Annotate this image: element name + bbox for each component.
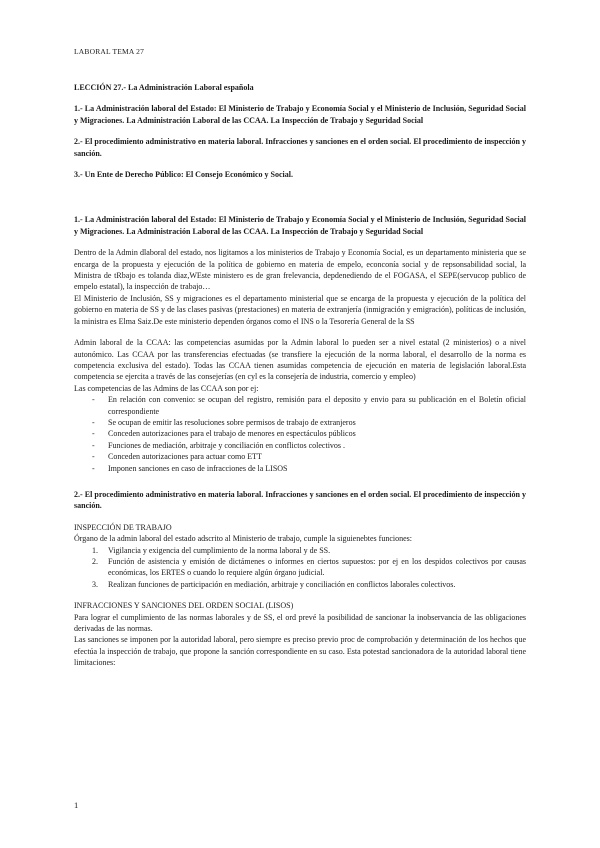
lesson-title: LECCIÓN 27.- La Administración Laboral española	[74, 83, 254, 92]
running-header: LABORAL TEMA 27	[74, 47, 145, 56]
funciones-list	[74, 545, 526, 591]
section1-paragraph-3: Admin laboral de la CCAA: las competencias asumidas por la Admin laboral lo pueden ser a nivel estatal (2 ministerios) o a nivel autonómico. Las CCAA por las transferencias efectuadas (se transfiere la ejecución de la norma laboral, el desarrollo de la norma es competencia exclusiva del estado). Todas las CCAA tienen asumidas competencia de ejecución en materia de legislación laboral.Esta competencia se ejercita a través de las consejerías (en cyl es la consejería de industria, comercio y empleo)	[74, 338, 526, 382]
section1-paragraph-2: El Ministerio de Inclusión, SS y migraciones es el departamento ministerial que se encarga de la propuesta y ejecución de la política del gobierno en materia de SS y de las clases pasivas (prestaciones) en materia de extranjería (inmigración y emigración), políticas de inclusión, la ministra es Elma Saiz.De este ministerio dependen órganos como el INS o la Tesorería General de la SS	[74, 293, 526, 326]
list-item: 1. Vigilancia y exigencia del cumplimiento de la norma laboral y de SS.	[92, 545, 331, 555]
list-item: - Se ocupan de emitir las resoluciones sobre permisos de trabajo de extranjeros	[92, 417, 526, 428]
lisos-paragraph-2: Las sanciones se imponen por la autoridad laboral, pero siempre es preciso previo proc de comprobación y determinación de los hechos que efectúa la inspección de trabajo, que propone la sanción correspondiente en su caso. Esta potestad sancionadora de la autoridad laboral tiene limitaciones:	[74, 635, 526, 668]
list-item: - Funciones de mediación, arbitraje y conciliación en conflictos colectivos .	[92, 440, 526, 451]
section1-paragraph-1: Dentro de la Admin dlaboral del estado, nos ligitamos a los ministerios de Trabajo y Economía Social, es un departamento ministeria que se encarga de la propuesta y ejecución de la política de gobierno en materia de empelo, econconía social y de repsonsabilidad social, la Ministra de tRbajo es tolanda diaz,WEste ministero es de gran frelevancia, depdenediendo de el FOGASA, el SEPE(servucop publico de empelo estatal), la inspección de trabajo…	[74, 248, 526, 292]
list-item: - Conceden autorizaciones para el trabajo de menores en espectáculos públicos	[92, 428, 526, 439]
list-item: 2. Función de asistencia y emisión de dictámenes o informes en ciertos supuestos: por ej en los despidos colectivos por causas económicas, los ERTES o cuando lo requiere algún órgano judicial.	[92, 557, 526, 578]
page-number: 1	[74, 800, 79, 810]
index-item-2: 2.- El procedimiento administrativo en materia laboral. Infracciones y sanciones en el orden social. El procedimiento de inspección y sanción.	[74, 137, 526, 158]
inspeccion-intro: Órgano de la admin laboral del estado adscrito al Ministerio de trabajo, cumple la siguienebtes funciones:	[74, 534, 412, 544]
list-item: 3. Realizan funciones de participación en mediación, arbitraje y conciliación en conflictos laborales colectivos.	[92, 579, 456, 589]
list-item: - En relación con convenio: se ocupan del registro, remisión para el deposito y envio para su publicación en el Boletín oficial correspondiente	[92, 394, 526, 417]
subheading-inspeccion: INSPECCIÓN DE TRABAJO	[74, 522, 172, 532]
lisos-paragraph-1: Para lograr el cumplimiento de las normas laborales y de SS, el ord prevé la posibilidad de sancionar la inobservancia de las obligaciones derivadas de las normas.	[74, 612, 526, 634]
section1-heading: 1.- La Administración laboral del Estado: El Ministerio de Trabajo y Economía Social y el Ministerio de Inclusión, Seguridad Social y Migraciones. La Administración Laboral de las CCAA. La Inspección de Trabajo y Seguridad Social	[74, 215, 526, 236]
subheading-lisos: INFRACCIONES Y SANCIONES DEL ORDEN SOCIAL (LISOS)	[74, 601, 294, 611]
list-item: - Conceden autorizaciones para actuar como ETT	[92, 451, 526, 462]
competencias-list	[74, 394, 526, 474]
index-item-1: 1.- La Administración laboral del Estado: El Ministerio de Trabajo y Economía Social y el Ministerio de Inclusión, Seguridad Social y Migraciones. La Administración Laboral de las CCAA. La Inspección de Trabajo y Seguridad Social	[74, 104, 526, 125]
list-item: - Imponen sanciones en caso de infracciones de la LISOS	[92, 463, 526, 474]
index-item-3: 3.- Un Ente de Derecho Público: El Consejo Económico y Social.	[74, 170, 293, 180]
section2-heading: 2.- El procedimiento administrativo en materia laboral. Infracciones y sanciones en el orden social. El procedimiento de inspección y sanción.	[74, 489, 526, 511]
document-body	[74, 82, 526, 669]
section1-paragraph-4: Las competencias de las Admins de las CCAA son por ej:	[74, 383, 259, 393]
